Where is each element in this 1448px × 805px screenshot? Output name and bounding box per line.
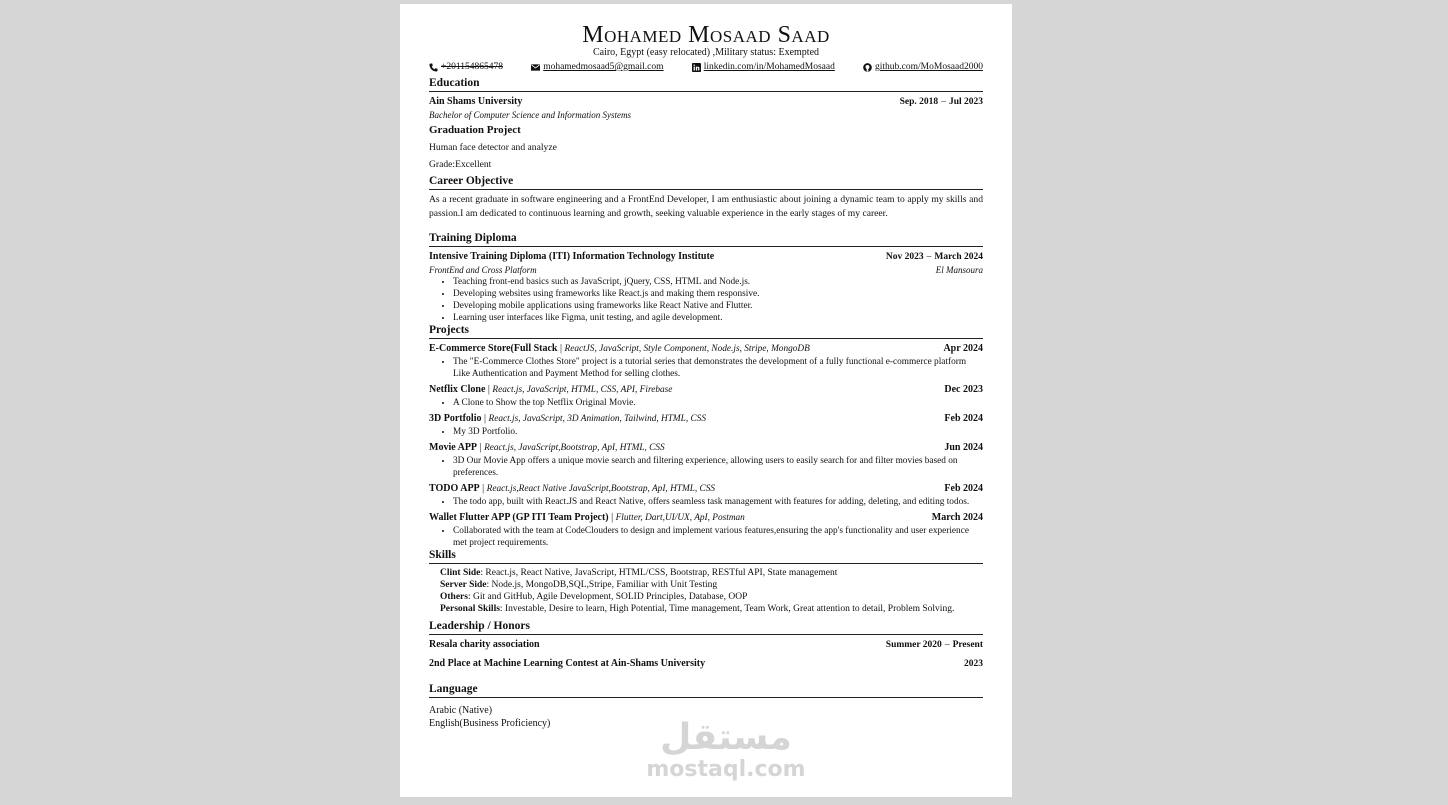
section-leadership-title: Leadership / Honors [429,620,983,635]
location-line: Cairo, Egypt (easy relocated) ,Military status: Exempted [592,47,820,58]
project-row: E-Commerce Store(Full Stack | ReactJS, JavaScript, Style Component, Node.js, Stripe, MongoDB Apr 2024 [429,343,983,354]
skill-line: Clint Side: React.js, React Native, JavaScript, HTML/CSS, Bootstrap, RESTful API, State management [440,568,838,578]
training-sub-row [429,264,983,276]
skills-list [429,567,983,615]
project-bullets [429,525,983,549]
list-item: • 3D Our Movie App offers a unique movie search and filtering experience, allowing users to easily search for and filter movies based on preferences. [453,455,983,479]
list-item: • Teaching front-end basics such as JavaScript, jQuery, CSS, HTML and Node.js. [453,276,983,288]
mail-icon [531,63,540,72]
list-item: • Learning user interfaces like Figma, unit testing, and agile development. [453,312,983,324]
section-skills-title: Skills [429,549,983,564]
project-row: 3D Portfolio | React.js, JavaScript, 3D Animation, Tailwind, HTML, CSS Feb 2024 [429,413,983,424]
project-bullets [429,356,983,380]
training-row [429,250,983,264]
github-link: github.com/MoMosaad2000 [875,62,983,72]
phone-icon [429,63,438,72]
training-bullets [429,276,983,324]
list-item: • A Clone to Show the top Netflix Original Movie. [453,397,983,409]
skill-line: Others: Git and GitHub, Agile Development, SOLID Principles, Database, OOP [440,592,748,602]
list-item: • Developing websites using frameworks like React.js and making them responsive. [453,288,983,300]
leadership-row: Resala charity association Summer 2020 – Present [429,639,983,650]
project-bullets [429,455,983,479]
training-track: FrontEnd and Cross Platform [429,265,537,275]
list-item: • Collaborated with the team at CodeClouders to design and implement various features,ensuring the app's functionality and user experience met project requirements. [453,525,983,549]
list-item: • The todo app, built with React.JS and React Native, offers seamless task management with features for adding, deleting, and editing todos. [453,496,983,508]
graduation-project-title: Graduation Project [429,124,521,136]
leadership-dates: Summer 2020 – Present [885,640,983,650]
training-name: Intensive Training Diploma (ITI) Information Technology Institute [429,251,715,262]
graduation-project-desc: Human face detector and analyze [429,142,557,153]
resume-page [400,4,1012,797]
contact-bar [429,61,983,73]
project-bullets [429,397,983,409]
watermark [636,718,816,782]
project-row: Wallet Flutter APP (GP ITI Team Project) | Flutter, Dart,UI/UX, ApI, Postman March 2024 [429,512,983,523]
section-objective-title: Career Objective [429,175,983,190]
leadership-row: 2nd Place at Machine Learning Contest at Ain-Shams University 2023 [429,658,983,669]
contact-email[interactable] [531,61,663,73]
skill-line: Server Side: Node.js, MongoDB,SQL,Stripe, Familiar with Unit Testing [440,580,718,590]
education-dates: Sep. 2018 – Jul 2023 [899,97,983,107]
section-training-title: Training Diploma [429,232,983,247]
contact-github[interactable] [863,61,983,73]
project-row: Netflix Clone | React.js, JavaScript, HTML, CSS, API, Firebase Dec 2023 [429,384,983,395]
skill-line: Personal Skills: Investable, Desire to learn, High Potential, Time management, Team Work, Great attention to detail, Problem Solving. [440,604,955,614]
list-item: Arabic (Native) [429,705,493,716]
section-education-title: Education [429,77,983,92]
linkedin-icon [692,63,701,72]
email-link: mohamedmosaad5@gmail.com [543,62,664,72]
grade: Grade:Excellent [429,159,492,170]
school-name: Ain Shams University [429,96,523,107]
phone-text: +201154865478 [441,62,504,72]
project-bullets [429,426,983,438]
candidate-name: Mohamed Mosaad Saad [582,22,830,48]
section-projects-title: Projects [429,324,983,339]
contact-phone[interactable] [429,61,503,73]
watermark-arabic: مستقل [660,717,792,758]
watermark-latin: mostaql.com [646,757,806,782]
github-icon [863,63,872,72]
linkedin-link: linkedin.com/in/MohamedMosaad [703,62,835,72]
training-location: El Mansoura [935,265,983,275]
section-language-title: Language [429,683,983,698]
list-item: • My 3D Portfolio. [453,426,983,438]
list-item: • The "E-Commerce Clothes Store" project is a tutorial series that demonstrates the development of a fully functional e-commerce platform Like Authentication and Payment Method for selling clothes. [453,356,983,380]
project-row: TODO APP | React.js,React Native JavaScript,Bootstrap, ApI, HTML, CSS Feb 2024 [429,483,983,494]
education-row [429,95,983,109]
project-row: Movie APP | React.js, JavaScript,Bootstrap, ApI, HTML, CSS Jun 2024 [429,442,983,453]
degree: Bachelor of Computer Science and Information Systems [429,110,631,120]
objective-text: As a recent graduate in software engineering and a FrontEnd Developer, I am enthusiastic about joining a dynamic team to apply my skills and passion.I am dedicated to continuous learning and growth, seeking valuable experience in the early stages of my career. [429,194,983,219]
training-dates: Nov 2023 – March 2024 [885,252,983,262]
contact-linkedin[interactable] [692,61,835,73]
list-item: • Developing mobile applications using frameworks like React Native and Flutter. [453,300,983,312]
project-bullets [429,496,983,508]
list-item: English(Business Proficiency) [429,718,551,729]
